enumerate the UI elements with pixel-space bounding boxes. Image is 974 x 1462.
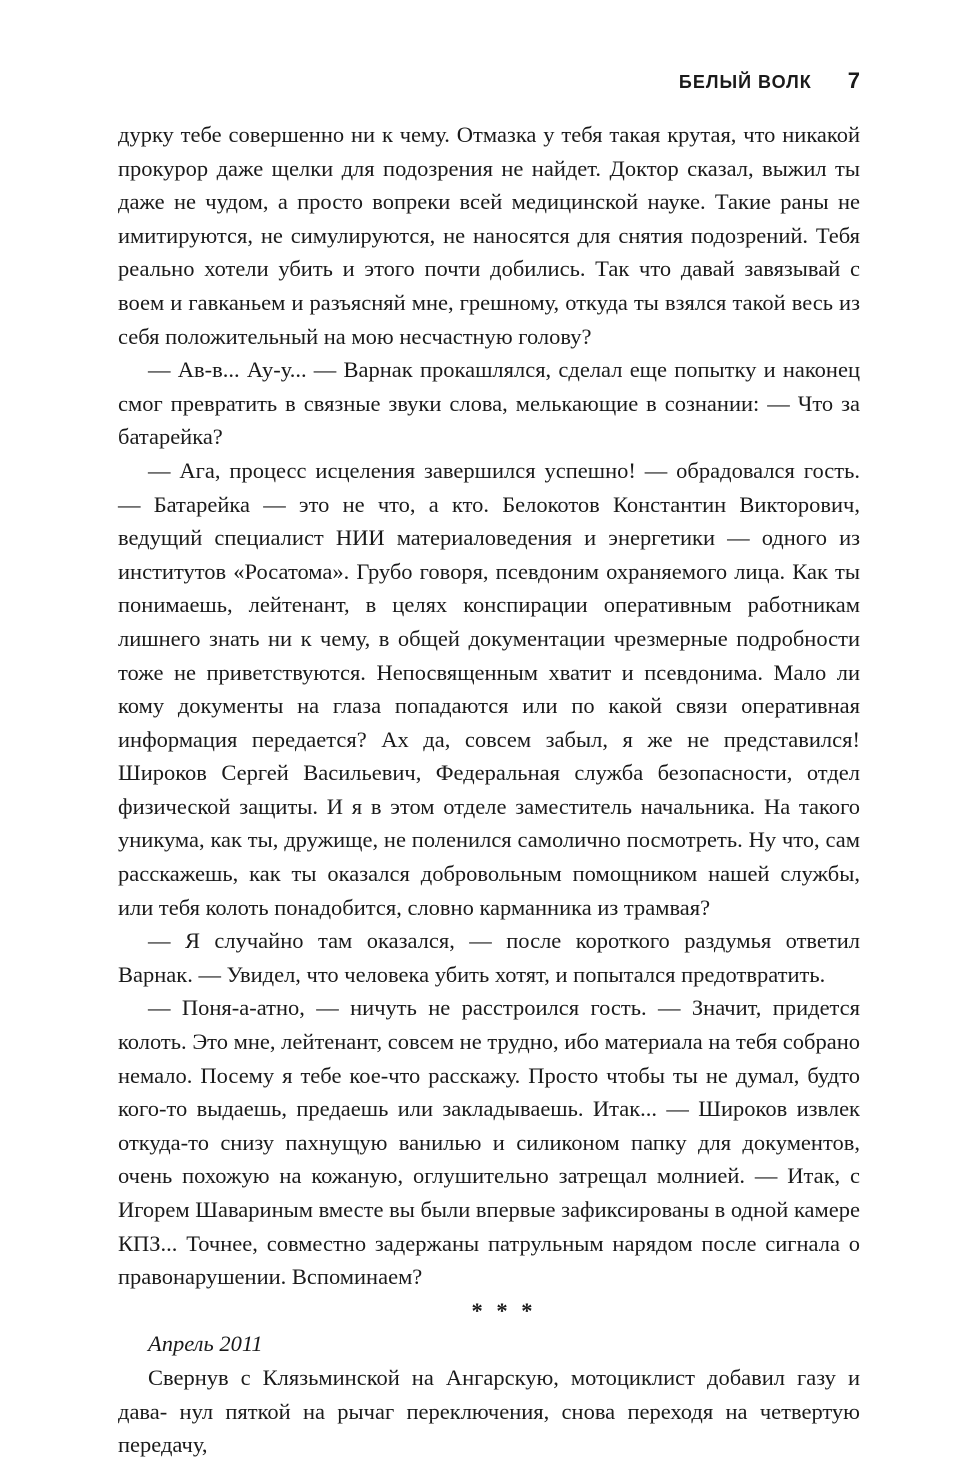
section-separator: * * * xyxy=(471,1297,537,1323)
paragraph: дурку тебе совершенно ни к чему. Отмазка у тебя такая крутая, что никакой прокурор даже щелки для подозрения не найдет. Доктор сказал, выжил ты даже не чудом, а просто вопреки всей медицинской науке. Такие раны не имитируются, не симулируются, не наносятся для снятия подозрений. Тебя реально хотели убить и этого почти добились. Так что давай завязывай с воем и гавканьем и разъясняй мне, грешному, откуда ты взялся такой весь из себя положительный на мою несчастную голову? xyxy=(118,122,860,349)
paragraph: — Ага, процесс исцеления завершился успешно! — обрадовался гость. — Батарейка — это не что, а кто. Белокотов Константин Викторович, ведущий специалист НИИ материаловедения и энергетики — одного из институтов «Росатома». Грубо говоря, псевдоним охраняемого лица. Как ты понимаешь, лейтенант, в целях конспирации оперативным работникам лишнего знать ни к чему, в общей документации чрезмерные подробности тоже не приветствуются. Непосвященным хватит и псевдонима. Мало ли кому документы на глаза попадаются или по какой связи оперативная информация передается? Ах да, совсем забыл, я же не представился! Широков Сергей Васильевич, Федеральная служба безопасности, отдел физической защиты. И я в этом отделе заместитель начальника. На такого уникума, как ты, дружище, не поленился самолично посмотреть. Ну что, сам расскажешь, как ты оказался добровольным помощником нашей службы, или тебя колоть понадобится, словно карманника из трамвая? xyxy=(118,457,860,920)
section-dateline: Апрель 2011 xyxy=(148,1331,263,1357)
paragraph: Свернув с Клязьминской на Ангарскую, мотоциклист добавил газу и дава- нул пяткой на рычаг переключения, снова переходя на четвертую передачу, xyxy=(118,1364,860,1458)
paragraph: — Поня-а-атно, — ничуть не расстроился гость. — Значит, придется колоть. Это мне, лейтенант, совсем не трудно, ибо материала на тебя собрано немало. Посему я тебе кое-что расскажу. Просто чтобы ты не думал, будто кого-то выдаешь, предаешь или закладываешь. Итак... — Широков извлек откуда-то снизу пахнущую ванилью и силиконом папку для документов, очень похожую на кожаную, оглушительно затрещал молнией. — Итак, с Игорем Шавариным вместе вы были впервые зафиксированы в одной камере КПЗ... Точнее, совместно задержаны патрульным нарядом после сигнала о правонарушении. Вспоминаем? xyxy=(118,995,860,1290)
running-head xyxy=(679,68,860,94)
book-title: БЕЛЫЙ ВОЛК xyxy=(678,72,812,92)
paragraph: — Я случайно там оказался, — после короткого раздумья ответил Варнак. — Увидел, что человека убить хотят, и попытался предотвратить. xyxy=(118,928,860,987)
main-text xyxy=(118,118,860,1462)
paragraph: — Ав-в... Ау-у... — Варнак прокашлялся, сделал еще попытку и наконец смог превратить в связные звуки слова, мелькающие в сознании: — Что за батарейка? xyxy=(118,357,860,450)
page-number: 7 xyxy=(847,68,860,93)
